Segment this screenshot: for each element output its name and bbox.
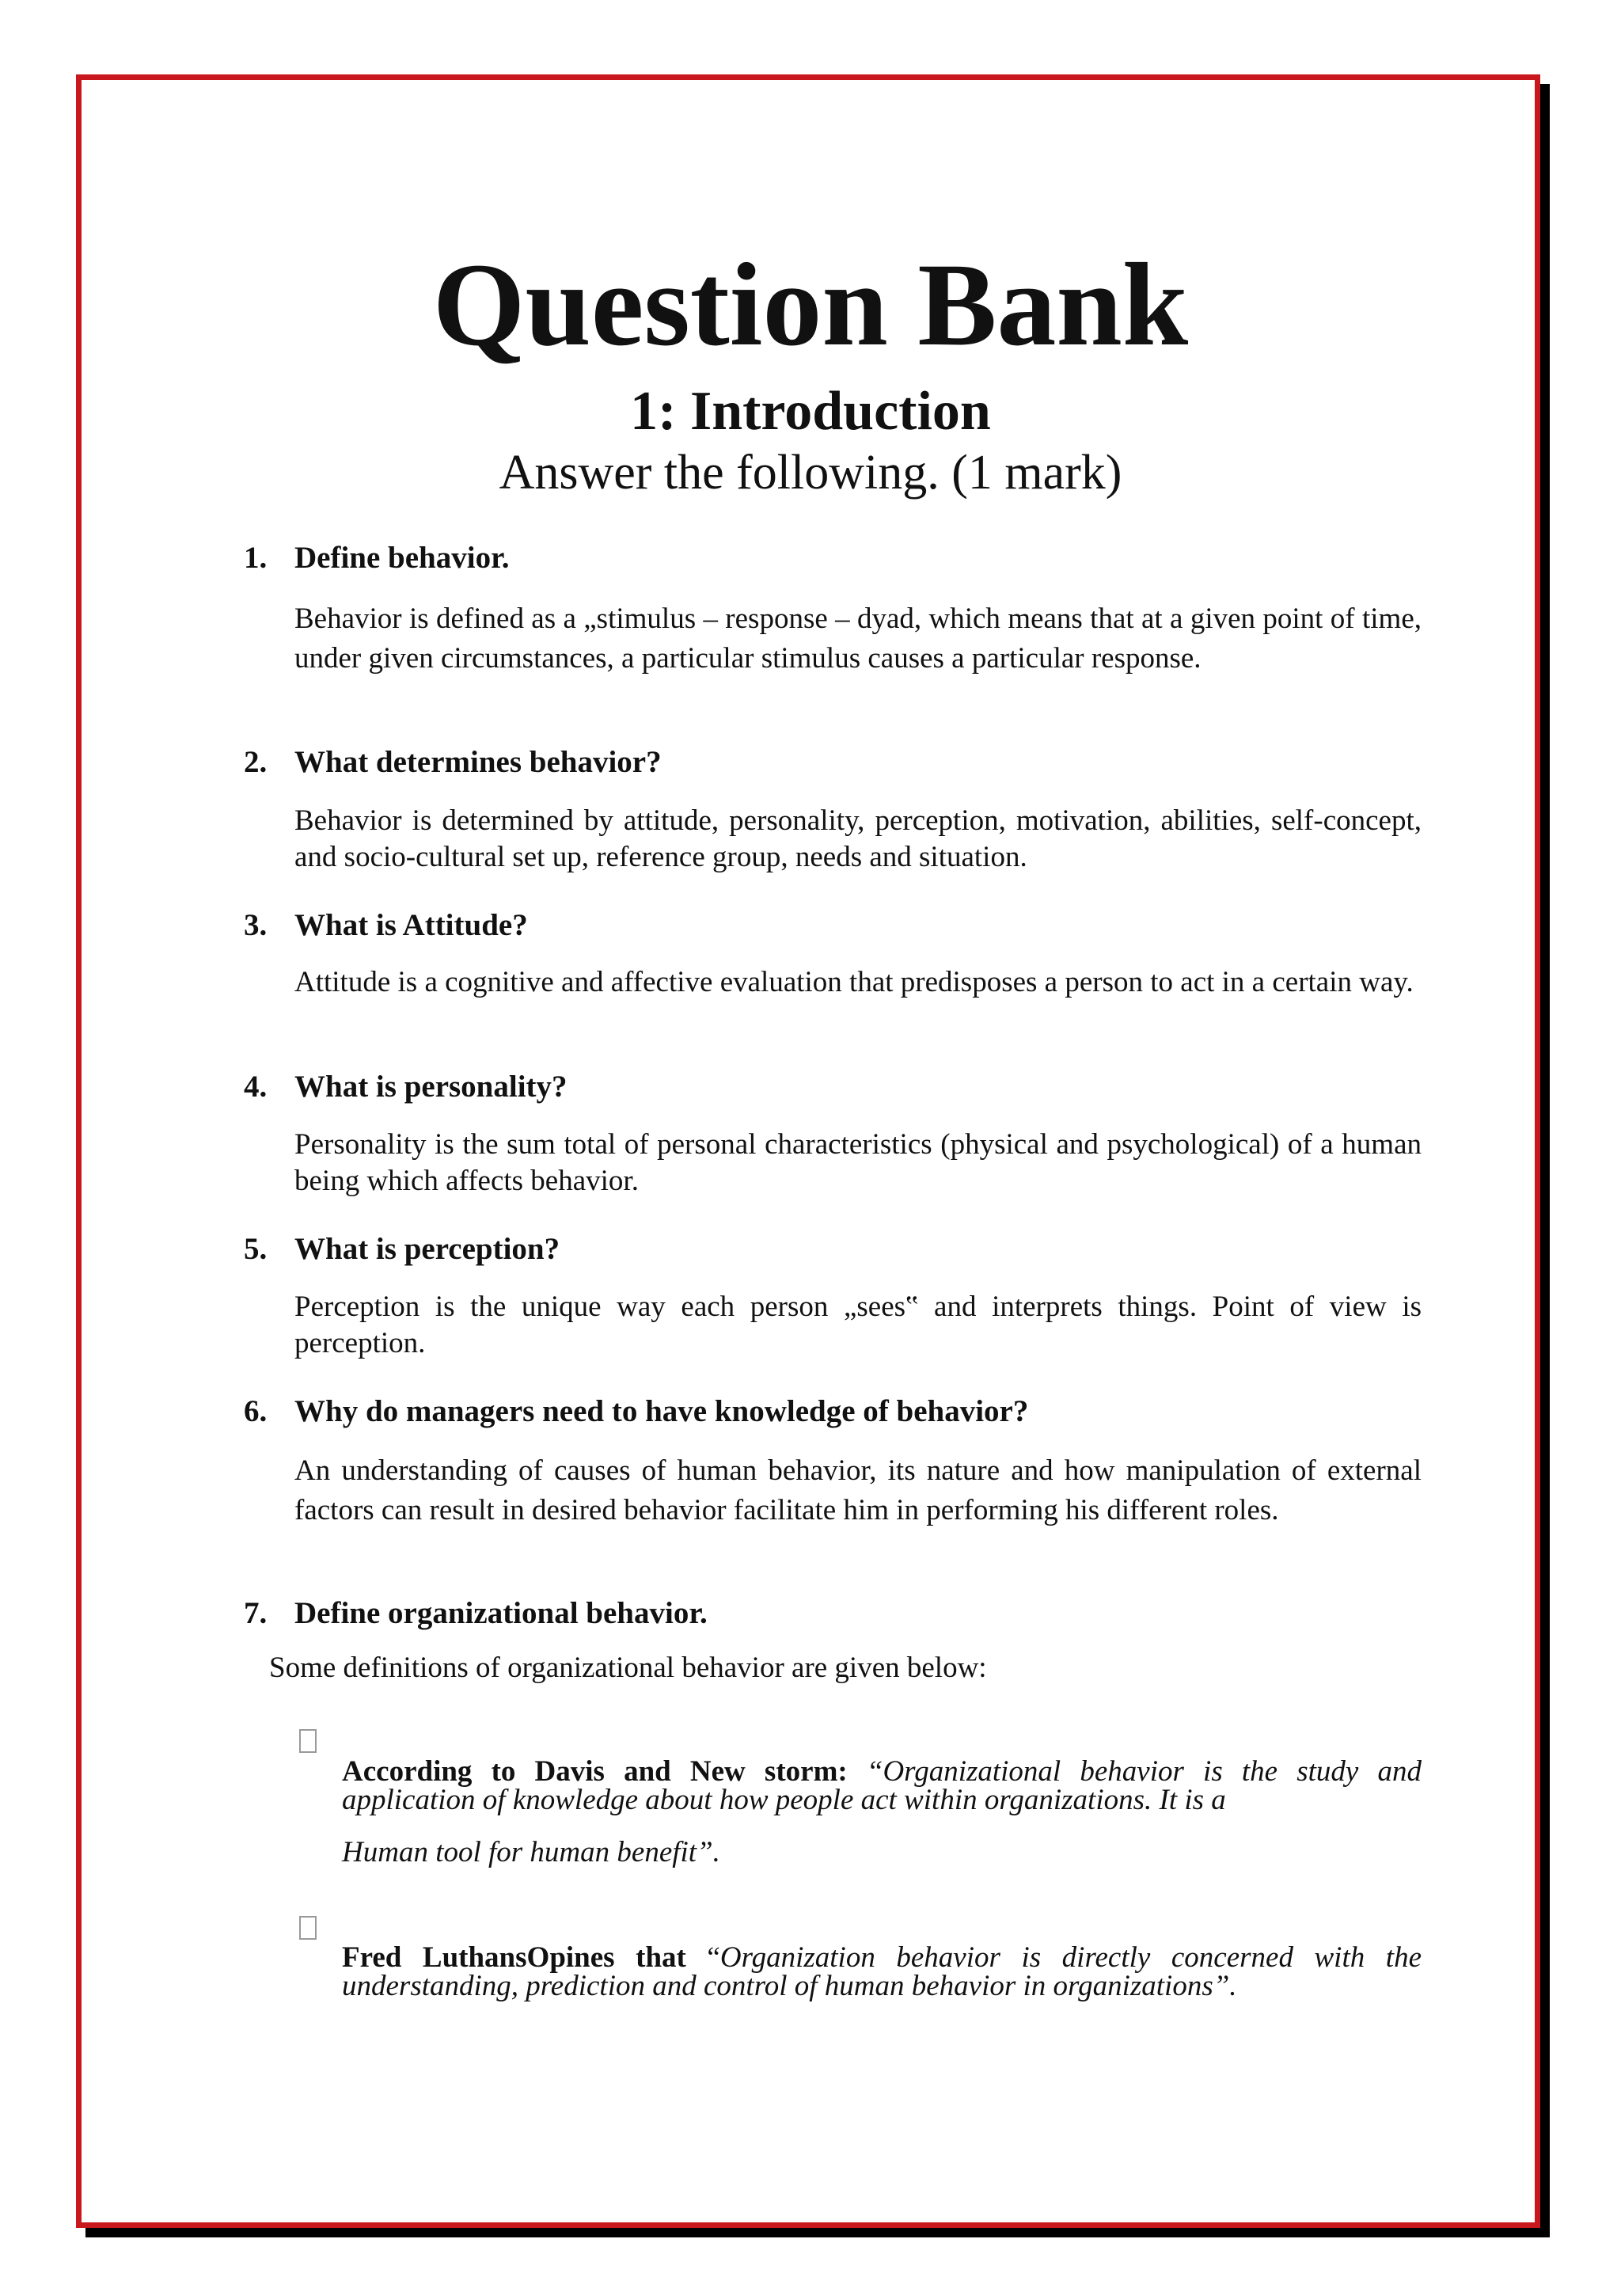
question-number: 1.: [244, 541, 268, 575]
answer-3: Attitude is a cognitive and affective evaluation that predisposes a person to act in a certain way.: [294, 966, 1414, 998]
definition-1: [342, 1755, 1422, 1816]
answer-5: Perception is the unique way each person „sees‟ and interprets things. Point of view is perception.: [294, 1291, 1422, 1359]
definition-author: According to Davis and New storm:: [342, 1755, 848, 1788]
definition-author: Fred LuthansOpines that: [342, 1941, 686, 1974]
question-text: Define organizational behavior.: [294, 1596, 708, 1630]
question-number: 5.: [244, 1232, 268, 1266]
answer-2: Behavior is determined by attitude, personality, perception, motivation, abilities, self-concept, and socio-cultural set up, reference group, needs and situation.: [294, 804, 1422, 873]
question-number: 6.: [244, 1394, 268, 1428]
definition-1-continuation: [342, 1838, 1422, 1867]
checkbox-icon: [299, 1916, 317, 1940]
definitions-intro: Some definitions of organizational behavior are given below:: [269, 1652, 987, 1684]
answer-1: Behavior is defined as a „stimulus – response – dyad, which means that at a given point of time, under given circumstances, a particular stimulus causes a particular response.: [294, 603, 1422, 675]
question-text: What is personality?: [294, 1070, 568, 1104]
question-6: [244, 1396, 1028, 1427]
question-text: Define behavior.: [294, 541, 510, 575]
quote-open-mark: “: [685, 1941, 720, 1974]
definition-quote: Organization behavior is directly concerned with the understanding, prediction and control of human behavior in organizations”.: [342, 1941, 1422, 2002]
question-number: 3.: [244, 908, 268, 942]
definition-quote: “Organizational behavior is the study and application of knowledge about how people act within organizations. It is a: [342, 1755, 1422, 1816]
question-number: 2.: [244, 745, 268, 779]
answer-4: Personality is the sum total of personal characteristics (physical and psychological) of a human being which affects behavior.: [294, 1128, 1422, 1197]
question-7: [244, 1598, 708, 1629]
question-5: [244, 1234, 560, 1264]
definition-quote-continued: Human tool for human benefit”.: [342, 1836, 720, 1868]
question-number: 7.: [244, 1596, 268, 1630]
question-text: Why do managers need to have knowledge of behavior?: [294, 1394, 1029, 1428]
definition-2: [342, 1941, 1422, 2002]
answer-6: An understanding of causes of human behavior, its nature and how manipulation of external factors can result in desired behavior facilitate him in performing his different roles.: [294, 1454, 1422, 1526]
question-1: [244, 542, 510, 573]
question-text: What is Attitude?: [294, 908, 528, 942]
question-text: What is perception?: [294, 1232, 560, 1266]
checkbox-icon: [299, 1729, 317, 1753]
question-4: [244, 1071, 568, 1102]
question-text: What determines behavior?: [294, 745, 662, 779]
page-title: Question Bank: [432, 239, 1189, 371]
question-number: 4.: [244, 1070, 268, 1104]
question-2: [244, 747, 662, 777]
question-3: [244, 910, 528, 941]
section-subtitle: 1: Introduction: [630, 381, 991, 442]
instruction-text: Answer the following. (1 mark): [499, 446, 1122, 500]
